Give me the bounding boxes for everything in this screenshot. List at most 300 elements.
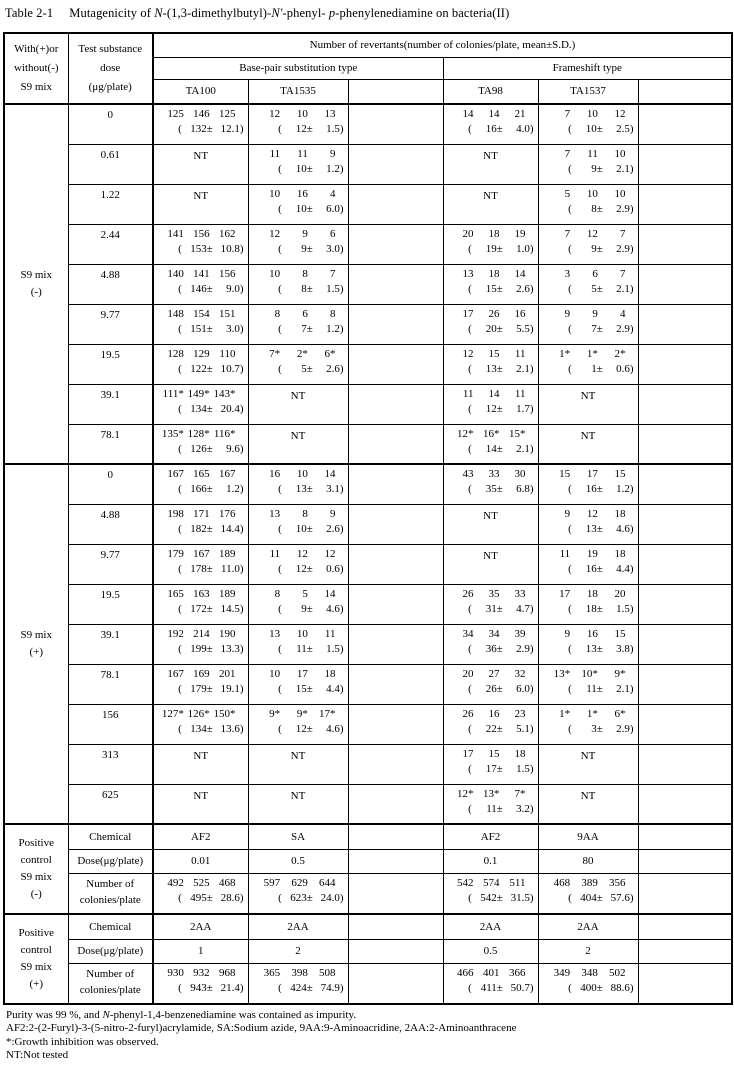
dose-value-cell: 39.1 <box>68 384 153 424</box>
mean-sd <box>444 982 538 994</box>
mean-sd <box>249 363 348 375</box>
chemical-cell-blank-left <box>348 824 443 849</box>
mean-sd <box>444 243 538 255</box>
data-cell-ta98 <box>443 664 538 704</box>
count-value: 19 <box>514 227 526 240</box>
data-cell-blank-left <box>348 784 443 824</box>
data-cell-ta98 <box>443 104 538 144</box>
mean-value: 12 <box>295 722 307 735</box>
paren-open: ( <box>468 891 472 904</box>
sd-value: 19.1 <box>220 682 240 695</box>
colonies-cell-blank-right <box>638 963 732 1004</box>
mean-sd <box>154 403 248 415</box>
paren-open: ( <box>468 682 472 695</box>
header-frameshift-group: Frameshift type <box>443 57 732 79</box>
mean-value: 153 <box>190 242 207 255</box>
plate-counts <box>539 508 638 520</box>
dose-row <box>4 504 732 544</box>
mean-value: 1 <box>591 362 597 375</box>
plus-minus-sign: ± <box>596 722 603 735</box>
not-tested-value: NT <box>483 189 498 202</box>
paren-open: ( <box>468 802 472 815</box>
plus-minus-sign: ± <box>496 762 503 775</box>
mean-value: 11 <box>586 682 597 695</box>
positive-control-label <box>4 914 68 1004</box>
colonies-cell-ta1535 <box>248 963 348 1004</box>
not-tested-value: NT <box>193 789 209 802</box>
count-value: 16 <box>514 307 526 320</box>
sd-value: 12.1 <box>220 123 240 135</box>
section-label <box>4 464 68 824</box>
plus-minus-sign: ± <box>306 682 313 695</box>
plus-minus-sign: ± <box>306 642 313 655</box>
count-value: 502 <box>608 966 626 979</box>
data-cell-ta100 <box>153 704 248 744</box>
data-cell-ta1537 <box>538 504 638 544</box>
count-value: 401 <box>483 966 500 979</box>
pc-dose-cell-ta98: 0.1 <box>443 849 538 873</box>
plate-counts <box>154 628 248 640</box>
pc-dose-cell-blank-right <box>638 849 732 873</box>
plus-minus-sign: ± <box>206 402 213 415</box>
data-cell-ta98 <box>443 184 538 224</box>
dose-value-cell: 78.1 <box>68 424 153 464</box>
footnote-line <box>6 1049 731 1062</box>
pc-dose-cell-ta1537: 80 <box>538 849 638 873</box>
sd-value: 2.6 <box>516 282 530 295</box>
paren-open: ( <box>278 981 282 994</box>
mean-value: 7 <box>591 322 597 335</box>
paren-open: ( <box>568 642 572 655</box>
plate-counts <box>249 508 348 520</box>
chemical-cell-ta98: AF2 <box>443 824 538 849</box>
data-cell-ta1537 <box>538 664 638 704</box>
mean-value: 179 <box>190 682 207 695</box>
mean-value: 134 <box>190 402 207 415</box>
chemical-row-label: Chemical <box>68 824 153 849</box>
count-value: 349 <box>553 966 571 979</box>
data-cell-blank-right <box>638 424 732 464</box>
colonies-cell-blank-left <box>348 873 443 914</box>
count-value: 9* <box>614 667 626 680</box>
data-cell-blank-left <box>348 184 443 224</box>
positive-control-colonies-row <box>4 873 732 914</box>
count-value: 8 <box>274 307 281 320</box>
dose-row <box>4 264 732 304</box>
mean-value: 146 <box>190 282 207 295</box>
dose-row <box>4 744 732 784</box>
chemical-cell-ta1535: 2AA <box>248 914 348 939</box>
paren-open: ( <box>568 891 572 904</box>
dose-row <box>4 384 732 424</box>
paren-close: ) <box>339 522 344 535</box>
not-tested-value: NT <box>193 149 209 162</box>
plus-minus-sign: ± <box>206 642 213 655</box>
mean-sd <box>154 323 248 335</box>
count-value: 18 <box>514 747 526 760</box>
plus-minus-sign: ± <box>496 802 503 815</box>
count-value: 198 <box>167 507 184 520</box>
count-value: 644 <box>318 876 336 889</box>
plate-counts <box>249 708 348 720</box>
text-segment: Mutagenicity of <box>69 6 155 20</box>
count-value: 9 <box>564 627 571 640</box>
plate-counts <box>154 708 248 720</box>
mean-sd <box>154 123 248 135</box>
plate-counts <box>539 148 638 160</box>
not-tested-value: NT <box>290 389 306 402</box>
sd-value: 14.5 <box>220 602 240 615</box>
plus-minus-sign: ± <box>306 562 313 575</box>
mean-value: 3 <box>591 722 597 735</box>
data-cell-blank-right <box>638 264 732 304</box>
plate-counts <box>539 348 638 360</box>
data-cell-ta1537 <box>538 184 638 224</box>
sd-value: 10.7 <box>220 362 240 375</box>
paren-close: ) <box>239 123 244 135</box>
count-value: 15 <box>559 468 571 480</box>
count-value: 5 <box>564 187 571 200</box>
count-value: 10 <box>269 187 281 200</box>
mean-value: 151 <box>190 322 207 335</box>
label-line: S9 mix <box>20 871 52 883</box>
count-value: 7 <box>564 147 571 160</box>
paren-close: ) <box>339 483 344 495</box>
not-tested-value: NT <box>580 389 596 402</box>
count-value: 18 <box>614 507 626 520</box>
plus-minus-sign: ± <box>596 562 603 575</box>
plate-counts <box>444 268 538 280</box>
data-cell-blank-right <box>638 104 732 144</box>
dose-value-cell: 313 <box>68 744 153 784</box>
header-strain-ta100: TA100 <box>153 79 248 104</box>
sd-value: 1.5 <box>326 642 340 655</box>
plus-minus-sign: ± <box>496 362 503 375</box>
count-value: 16 <box>488 707 500 720</box>
mean-sd <box>539 982 638 994</box>
count-value: 141 <box>167 227 184 240</box>
count-value: 129 <box>193 347 210 360</box>
paren-open: ( <box>468 242 472 255</box>
mean-value: 122 <box>190 362 207 375</box>
count-value: 14 <box>462 108 474 120</box>
sd-value: 2.5 <box>616 123 630 135</box>
footnote-line <box>6 1036 731 1049</box>
mean-sd <box>444 763 538 775</box>
data-cell-blank-left <box>348 104 443 144</box>
paren-close: ) <box>629 483 634 495</box>
plate-counts <box>154 877 248 889</box>
count-value: 12* <box>457 427 474 440</box>
count-value: 154 <box>193 307 210 320</box>
count-value: 146 <box>193 108 210 120</box>
data-cell-ta100 <box>153 264 248 304</box>
plate-counts <box>249 188 348 200</box>
data-cell-ta1537 <box>538 464 638 504</box>
paren-close: ) <box>629 282 634 295</box>
paren-close: ) <box>239 442 244 455</box>
paren-open: ( <box>468 123 472 135</box>
count-value: 34 <box>462 627 474 640</box>
count-value: 511 <box>509 876 526 889</box>
not-tested-value: NT <box>290 789 306 802</box>
plate-counts <box>539 628 638 640</box>
sd-value: 2.9 <box>616 322 630 335</box>
plate-counts <box>539 308 638 320</box>
count-value: 165 <box>167 587 184 600</box>
paren-open: ( <box>178 602 182 615</box>
plus-minus-sign: ± <box>306 123 313 135</box>
count-value: 542 <box>457 876 474 889</box>
paren-open: ( <box>568 242 572 255</box>
plate-counts <box>154 508 248 520</box>
table-header <box>4 33 732 104</box>
plus-minus-sign: ± <box>496 602 503 615</box>
count-value: 11 <box>559 547 571 560</box>
count-value: 10 <box>269 667 281 680</box>
plate-counts <box>154 668 248 680</box>
dose-value-cell: 0.61 <box>68 144 153 184</box>
count-value: 43 <box>462 468 474 480</box>
plate-counts <box>154 228 248 240</box>
count-value: 12 <box>462 347 474 360</box>
data-cell-ta100 <box>153 464 248 504</box>
label-line: Number of <box>86 968 135 981</box>
count-value: 9 <box>329 507 336 520</box>
mean-value: 19 <box>485 242 497 255</box>
count-value: 190 <box>219 627 236 640</box>
count-value: 348 <box>581 966 598 979</box>
header-revertants: Number of revertants(number of colonies/plate, mean±S.D.) <box>153 33 732 57</box>
paren-close: ) <box>239 483 244 495</box>
mean-value: 943 <box>190 981 207 994</box>
count-value: 140 <box>167 267 184 280</box>
plate-counts <box>249 668 348 680</box>
plate-counts <box>444 588 538 600</box>
data-cell-blank-left <box>348 704 443 744</box>
sd-value: 1.5 <box>616 602 630 615</box>
not-tested-value: NT <box>193 189 209 202</box>
plus-minus-sign: ± <box>206 442 213 455</box>
sd-value: 3.1 <box>326 483 340 495</box>
plus-minus-sign: ± <box>306 722 313 735</box>
paren-open: ( <box>178 242 182 255</box>
paren-close: ) <box>529 722 534 735</box>
plate-counts <box>444 788 538 800</box>
count-value: 10 <box>296 108 308 120</box>
count-value: 6 <box>592 267 598 280</box>
data-cell-ta1537 <box>538 384 638 424</box>
paren-close: ) <box>529 642 534 655</box>
data-cell-blank-left <box>348 584 443 624</box>
sd-value: 74.9 <box>320 981 340 994</box>
paren-close: ) <box>529 123 534 135</box>
mean-sd <box>249 163 348 175</box>
data-cell-ta98 <box>443 304 538 344</box>
dose-row <box>4 104 732 144</box>
sd-value: 1.7 <box>516 402 530 415</box>
header-strain-blank-left <box>348 79 443 104</box>
pc-dose-cell-ta98: 0.5 <box>443 939 538 963</box>
count-value: 11 <box>514 347 526 360</box>
pc-dose-cell-ta100: 1 <box>153 939 248 963</box>
sd-value: 2.6 <box>326 362 340 375</box>
data-cell-ta1535 <box>248 664 348 704</box>
paren-close: ) <box>239 642 244 655</box>
dose-row <box>4 224 732 264</box>
count-value: 163 <box>193 587 210 600</box>
mean-sd <box>444 723 538 735</box>
chemical-cell-ta98: 2AA <box>443 914 538 939</box>
plate-counts <box>249 148 348 160</box>
data-cell-ta100 <box>153 184 248 224</box>
sd-value: 1.5 <box>326 123 340 135</box>
count-value: 11 <box>324 627 336 640</box>
plate-counts <box>154 588 248 600</box>
paren-open: ( <box>468 762 472 775</box>
count-value: 10* <box>581 667 598 680</box>
data-cell-ta1537 <box>538 304 638 344</box>
data-cell-blank-right <box>638 184 732 224</box>
mean-sd <box>444 803 538 815</box>
plate-counts <box>249 308 348 320</box>
mean-sd <box>444 643 538 655</box>
mean-sd <box>249 283 348 295</box>
paren-open: ( <box>178 682 182 695</box>
plate-counts <box>154 388 248 400</box>
count-value: 167 <box>167 468 184 480</box>
count-value: 4 <box>329 187 336 200</box>
sd-value: 4.6 <box>326 722 340 735</box>
sd-value: 6.8 <box>516 483 530 495</box>
count-value: 11 <box>269 547 281 560</box>
count-value: 26 <box>462 707 474 720</box>
plus-minus-sign: ± <box>496 442 503 455</box>
pc-dose-cell-ta1535: 2 <box>248 939 348 963</box>
count-value: 2* <box>296 347 308 360</box>
mean-sd <box>539 163 638 175</box>
count-value: 27 <box>488 667 500 680</box>
count-value: 5 <box>302 587 308 600</box>
text-segment: -phenylenediamine on bacteria(II) <box>335 6 510 20</box>
plate-counts <box>539 228 638 240</box>
paren-close: ) <box>239 242 244 255</box>
paren-close: ) <box>629 562 634 575</box>
mean-sd <box>444 323 538 335</box>
count-value: 26 <box>488 307 500 320</box>
plate-counts <box>154 108 248 120</box>
data-cell-blank-left <box>348 224 443 264</box>
sd-value: 4.4 <box>616 562 630 575</box>
count-value: 116* <box>213 427 236 440</box>
sd-value: 2.1 <box>616 282 630 295</box>
dose-value-cell: 1.22 <box>68 184 153 224</box>
plus-minus-sign: ± <box>206 562 213 575</box>
label-line: control <box>20 943 52 956</box>
plate-counts <box>539 967 638 979</box>
plus-minus-sign: ± <box>496 402 503 415</box>
paren-open: ( <box>278 162 282 175</box>
colonies-row-label <box>68 873 153 914</box>
not-tested-value: NT <box>580 789 596 802</box>
mean-value: 13 <box>585 642 597 655</box>
mean-sd <box>154 243 248 255</box>
mean-value: 134 <box>190 722 207 735</box>
paren-open: ( <box>178 282 182 295</box>
data-cell-ta98 <box>443 544 538 584</box>
pc-dose-cell-blank-right <box>638 939 732 963</box>
mean-value: 15 <box>485 282 497 295</box>
count-value: 15 <box>488 347 500 360</box>
pc-dose-cell-ta1535: 0.5 <box>248 849 348 873</box>
plus-minus-sign: ± <box>496 483 503 495</box>
not-tested-value: NT <box>580 749 596 762</box>
mean-value: 36 <box>485 642 497 655</box>
data-cell-ta1537 <box>538 624 638 664</box>
mean-value: 5 <box>301 362 307 375</box>
data-cell-ta100 <box>153 424 248 464</box>
paren-open: ( <box>278 562 282 575</box>
data-cell-ta1535 <box>248 624 348 664</box>
mean-value: 199 <box>190 642 207 655</box>
mean-sd <box>539 283 638 295</box>
count-value: 8 <box>302 267 308 280</box>
plus-minus-sign: ± <box>306 202 313 215</box>
data-cell-blank-right <box>638 224 732 264</box>
mean-value: 20 <box>485 322 497 335</box>
mean-sd <box>154 283 248 295</box>
data-cell-ta1535 <box>248 544 348 584</box>
header-strain-ta1535: TA1535 <box>248 79 348 104</box>
data-cell-ta98 <box>443 624 538 664</box>
paren-close: ) <box>529 602 534 615</box>
count-value: 10 <box>614 187 626 200</box>
sd-value: 3.0 <box>326 242 340 255</box>
paren-open: ( <box>178 722 182 735</box>
mean-value: 5 <box>591 282 597 295</box>
plate-counts <box>539 877 638 889</box>
chemical-cell-ta1537: 9AA <box>538 824 638 849</box>
sd-value: 14.4 <box>220 522 240 535</box>
count-value: 189 <box>219 587 236 600</box>
data-cell-blank-right <box>638 784 732 824</box>
plate-counts <box>444 748 538 760</box>
label-line: colonies/plate <box>79 894 141 907</box>
count-value: 14 <box>488 387 500 400</box>
count-value: 214 <box>193 627 210 640</box>
count-value: 15* <box>509 427 526 440</box>
mean-sd <box>539 683 638 695</box>
data-cell-blank-right <box>638 144 732 184</box>
count-value: 143* <box>213 387 236 400</box>
data-cell-blank-right <box>638 544 732 584</box>
mean-value: 13 <box>485 362 497 375</box>
paren-open: ( <box>468 402 472 415</box>
sd-value: 13.3 <box>220 642 240 655</box>
sd-value: 2.1 <box>516 442 530 455</box>
count-value: 468 <box>219 876 236 889</box>
data-cell-blank-right <box>638 664 732 704</box>
mean-sd <box>539 643 638 655</box>
count-value: 389 <box>581 876 598 889</box>
data-cell-ta100 <box>153 664 248 704</box>
data-cell-ta1535 <box>248 344 348 384</box>
table-body <box>4 104 732 1004</box>
sd-value: 13.6 <box>220 722 240 735</box>
count-value: 21 <box>514 108 526 120</box>
paren-open: ( <box>468 642 472 655</box>
plate-counts <box>444 628 538 640</box>
